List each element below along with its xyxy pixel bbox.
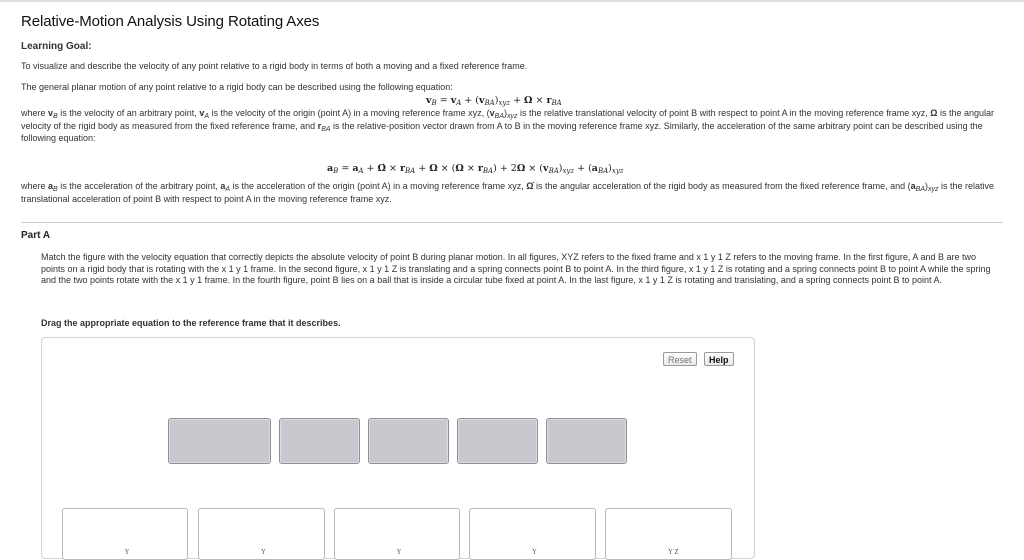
velocity-explanation: where $v_B$ is the velocity of an arbitrary point, $v_A$ is the velocity of the origin (point A) in a moving reference frame xyz, $(v_{BA})_{xyz}$ is the relative translational velocity of point B with respect to point A in the moving reference frame xyz, Ω is the angular velocity of the rigid body as measured from the fixed reference frame, and $r_{BA}$ is the relative-position vector drawn from A to B in the moving reference frame xyz. Similarly, the acceleration of the same arbitrary point can be described using the following equation: — [21, 108, 995, 143]
axis-label: Y — [532, 549, 537, 556]
figure-target-2[interactable] — [198, 508, 325, 560]
acceleration-equation: $a_B = a_A$ + Ω̇ × $r_{BA} + \Omega \times (\Omega \times r_{BA}) + 2\Omega \times (v_{BA})_{xyz} + (a_{BA})_{xyz}$ — [327, 163, 624, 175]
axis-label: Y — [125, 549, 129, 556]
learning-goal-label: Learning Goal: — [21, 41, 92, 52]
page-title: Relative-Motion Analysis Using Rotating Axes — [21, 13, 320, 30]
equation-tile-5[interactable] — [546, 418, 627, 464]
equation-tile-3[interactable] — [368, 418, 449, 464]
axis-label: Y — [261, 549, 266, 556]
help-button[interactable]: Help — [704, 352, 734, 366]
velocity-equation: $v_B = v_A + (v_{BA})_{xyz} + \Omega \times r_{BA}$ — [426, 95, 562, 107]
equation-tile-4[interactable] — [457, 418, 538, 464]
figure-target-4[interactable] — [469, 508, 596, 560]
reset-button[interactable]: Reset — [663, 352, 697, 366]
section-divider — [21, 222, 1003, 223]
equation-tile-2[interactable] — [279, 418, 360, 464]
intro-text: The general planar motion of any point relative to a rigid body can be described using the following equation: — [21, 82, 453, 92]
figure-target-3[interactable] — [334, 508, 460, 560]
acceleration-explanation: where $a_B$ is the acceleration of the arbitrary point, $a_A$ is the acceleration of the origin (point A) in a moving reference frame xyz, Ω̇ is the angular acceleration of the rigid body as measured from the fixed reference frame, and $(a_{BA})_{xyz}$ is the relative translational acceleration of point B with respect to point A in the moving reference frame xyz. — [21, 181, 995, 204]
equation-tile-1[interactable] — [168, 418, 271, 464]
figure-target-5[interactable] — [605, 508, 732, 560]
drag-instruction: Drag the appropriate equation to the reference frame that it describes. — [41, 318, 341, 328]
learning-goal-text: To visualize and describe the velocity of any point relative to a rigid body in terms of both a moving and a fixed reference frame. — [21, 61, 528, 71]
top-border — [0, 0, 1024, 2]
part-a-heading: Part A — [21, 230, 51, 241]
figure-target-1[interactable] — [62, 508, 188, 560]
part-a-description: Match the figure with the velocity equation that correctly depicts the absolute velocity of point B during planar motion. In all figures, XYZ refers to the fixed frame and x 1 y 1 Z refers to the moving frame. In the first figure, A and B are two points on a rigid body that is rotating with the x 1 y 1 frame. In the second figure, x 1 y 1 Z is translating and a spring connects point B to point A. In the third figure, x 1 y 1 Z is rotating and a spring connects point B to point A while the spring and the two points rotate with the x 1 y 1 frame. In the fourth figure, point B lies on a ball that is inside a circular tube fixed at point A. In the last figure, x 1 y 1 Z is rotating and translating, and a spring connects point B to point A. — [41, 252, 991, 285]
axis-label: Y — [397, 549, 401, 556]
axis-label: Y Z — [668, 549, 679, 556]
